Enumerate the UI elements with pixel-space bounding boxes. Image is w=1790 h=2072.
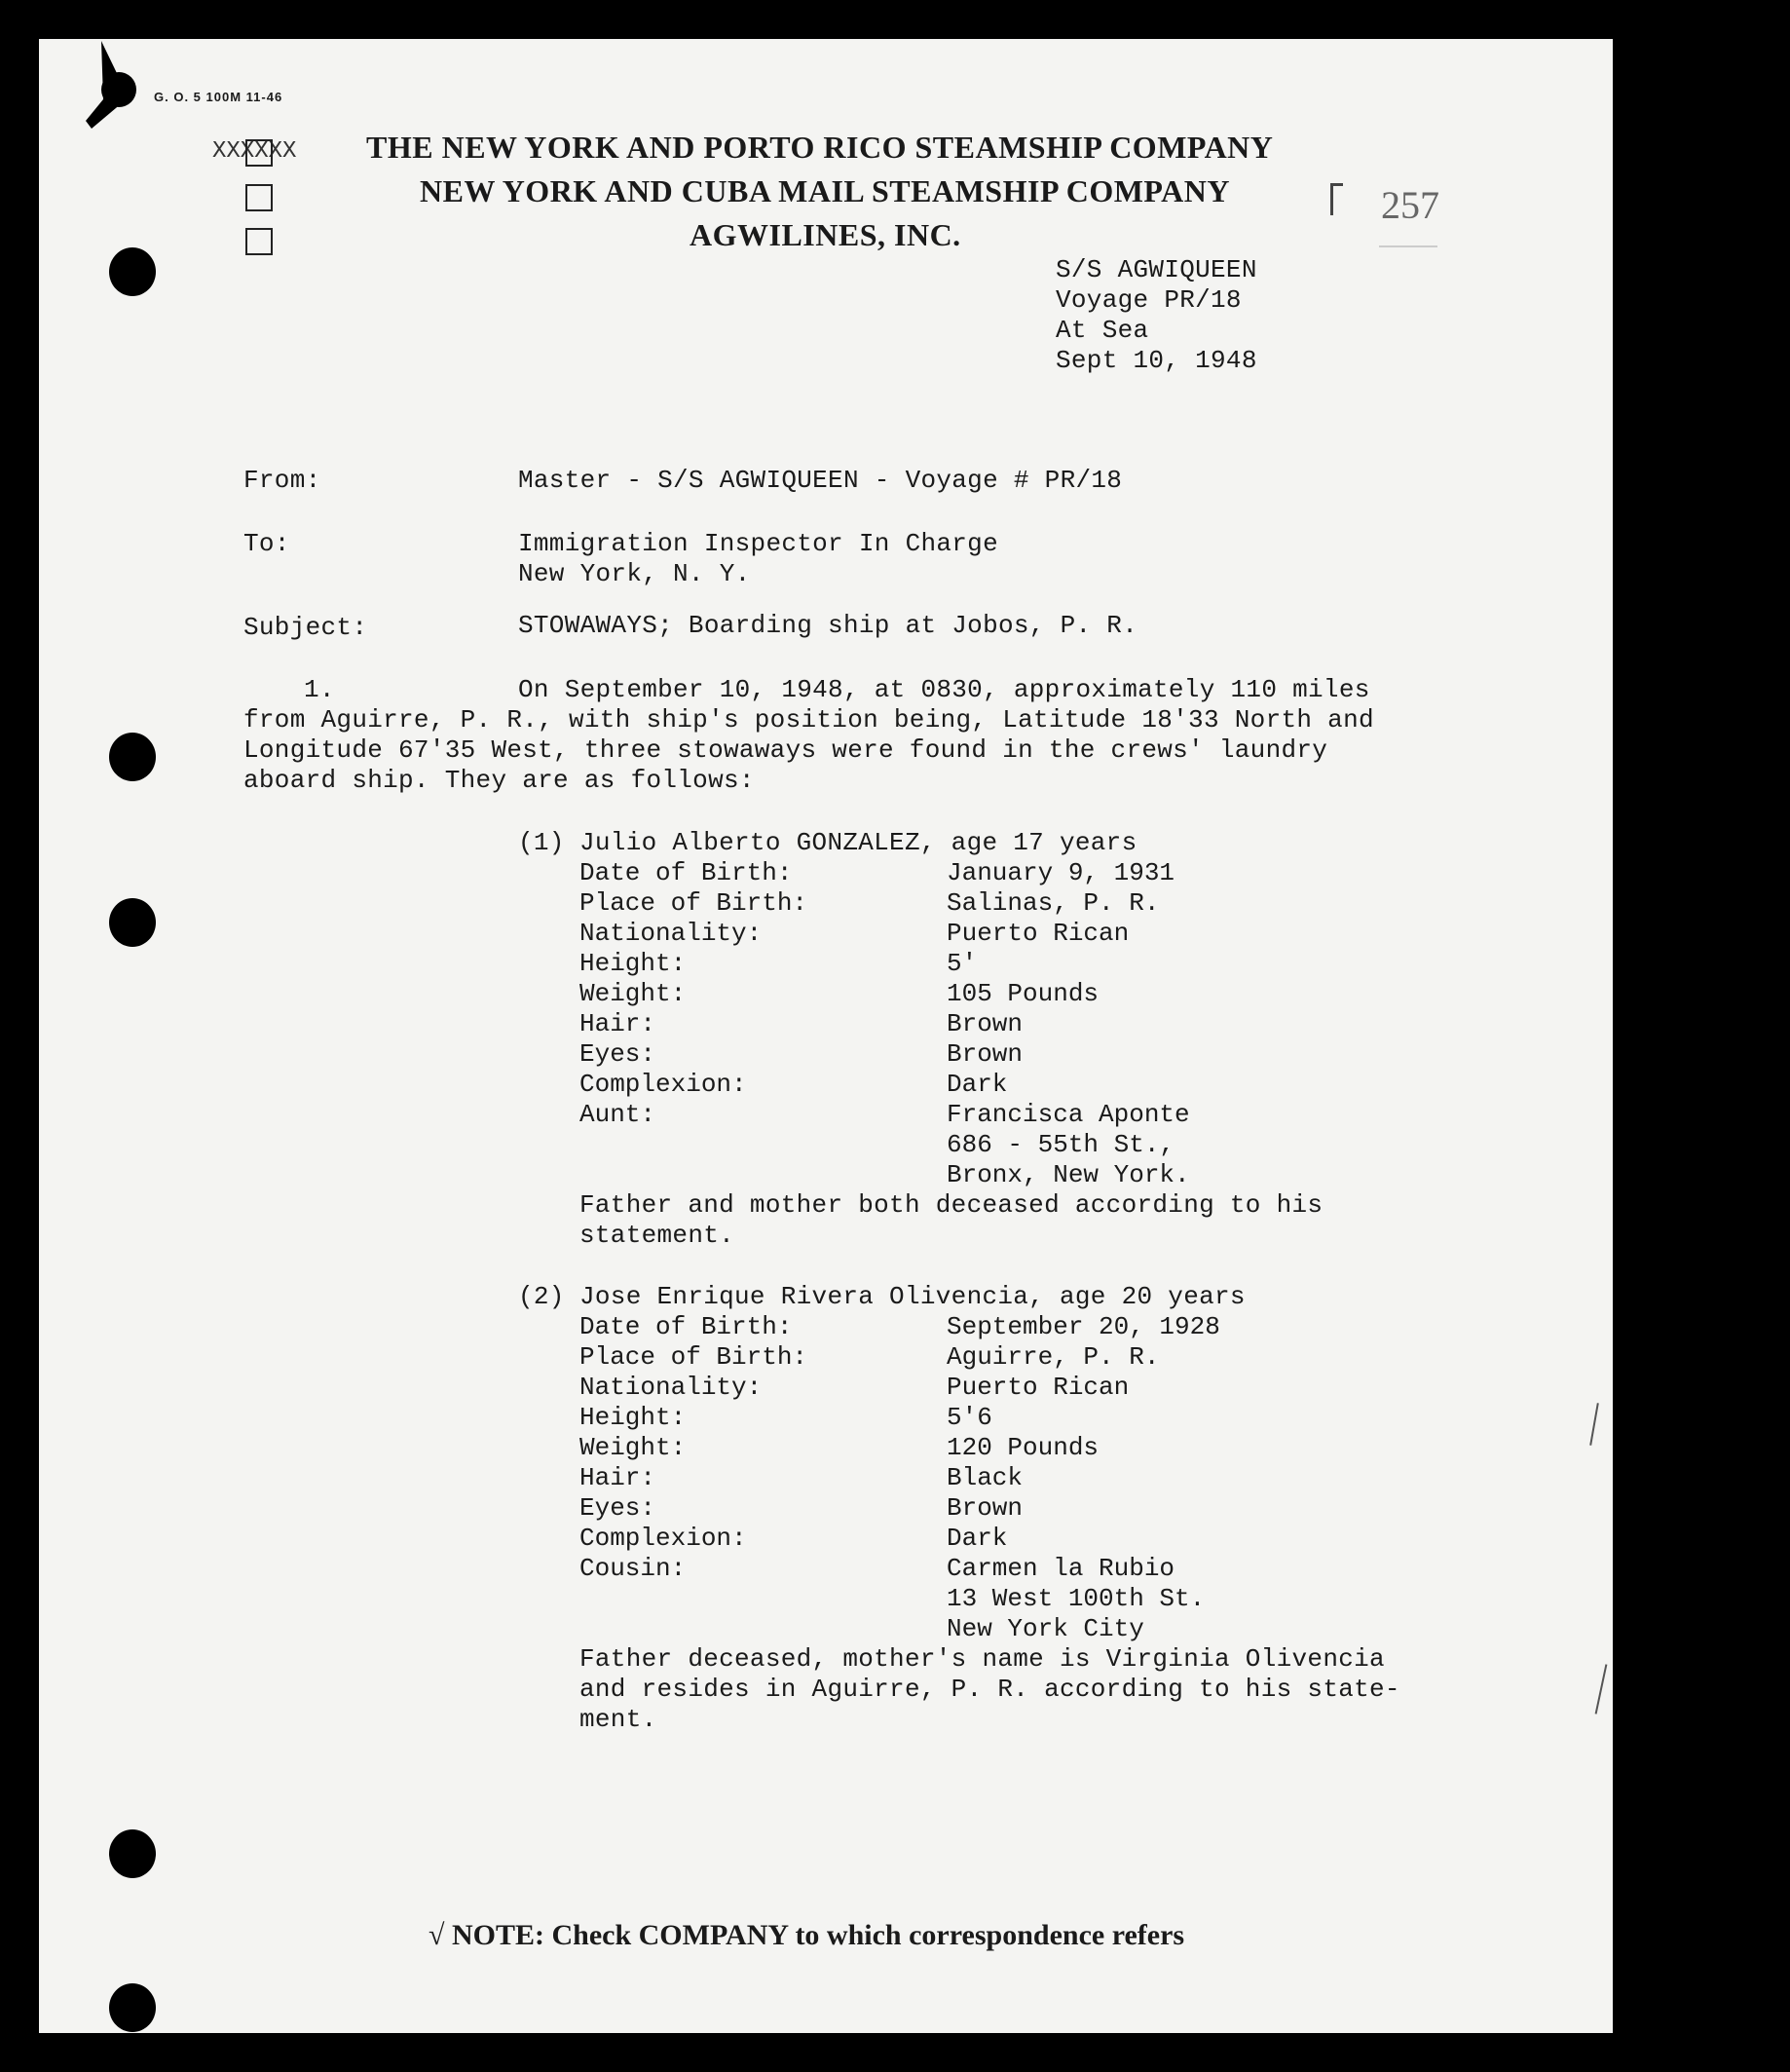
detail-label: Eyes:: [579, 1039, 656, 1069]
detail-value: Black: [947, 1463, 1024, 1492]
detail-value: January 9, 1931: [947, 858, 1175, 887]
paragraph-line: Longitude 67'35 West, three stowaways were found in the crews' laundry: [243, 735, 1328, 765]
detail-label: Height:: [579, 949, 687, 978]
punch-hole: [109, 1983, 156, 2032]
stowaway-note: ment.: [579, 1705, 657, 1734]
stamp-underline: [1379, 245, 1437, 247]
detail-value: 5'6: [947, 1403, 992, 1432]
punch-hole: [109, 733, 156, 781]
company-name-3: AGWILINES, INC.: [690, 217, 961, 252]
vessel-ship: S/S AGWIQUEEN: [1056, 255, 1257, 284]
stowaway-number: (2): [518, 1282, 565, 1311]
to-value-line2: New York, N. Y.: [518, 559, 751, 588]
detail-value: Puerto Rican: [947, 919, 1130, 948]
detail-label: Place of Birth:: [579, 1342, 808, 1372]
detail-value: September 20, 1928: [947, 1312, 1220, 1341]
detail-label: Place of Birth:: [579, 888, 808, 918]
detail-value: Bronx, New York.: [947, 1160, 1190, 1189]
company-name-2: NEW YORK AND CUBA MAIL STEAMSHIP COMPANY: [420, 173, 1230, 208]
from-value: Master - S/S AGWIQUEEN - Voyage # PR/18: [518, 466, 1123, 495]
corner-mark-icon: [72, 39, 150, 146]
detail-value: 686 - 55th St.,: [947, 1130, 1175, 1159]
subject-value: STOWAWAYS; Boarding ship at Jobos, P. R.: [518, 611, 1138, 640]
document-page: [39, 39, 1613, 2033]
stowaway-number: (1): [518, 828, 565, 857]
stowaway-note: Father and mother both deceased according to his: [579, 1190, 1324, 1220]
margin-mark: [1595, 1664, 1608, 1714]
stowaway-note: statement.: [579, 1221, 735, 1250]
detail-value: 13 West 100th St.: [947, 1584, 1206, 1613]
punch-hole: [109, 247, 156, 296]
detail-value: Brown: [947, 1039, 1024, 1069]
vessel-voyage: Voyage PR/18: [1056, 285, 1242, 315]
detail-label: Cousin:: [579, 1554, 687, 1583]
stamp-number: 257: [1381, 183, 1439, 227]
detail-value: Salinas, P. R.: [947, 888, 1160, 918]
paragraph-number: 1.: [304, 675, 335, 704]
stamp-bracket: [1330, 183, 1343, 215]
to-value-line1: Immigration Inspector In Charge: [518, 529, 998, 558]
detail-label: Hair:: [579, 1463, 656, 1492]
detail-value: Brown: [947, 1493, 1024, 1523]
detail-value: Carmen la Rubio: [947, 1554, 1175, 1583]
stowaway-heading: Julio Alberto GONZALEZ, age 17 years: [579, 828, 1137, 857]
vessel-date: Sept 10, 1948: [1056, 346, 1257, 375]
to-label: To:: [243, 529, 290, 558]
detail-label: Complexion:: [579, 1070, 747, 1099]
detail-value: 5': [947, 949, 978, 978]
detail-value: Puerto Rican: [947, 1373, 1130, 1402]
stowaway-heading: Jose Enrique Rivera Olivencia, age 20 years: [579, 1282, 1246, 1311]
detail-label: Date of Birth:: [579, 1312, 793, 1341]
detail-value: 105 Pounds: [947, 979, 1100, 1008]
footer-note-text: NOTE: Check COMPANY to which correspondence refers: [451, 1919, 1185, 1951]
detail-value: 120 Pounds: [947, 1433, 1100, 1462]
detail-label: Nationality:: [579, 919, 763, 948]
detail-value: Francisca Aponte: [947, 1100, 1190, 1129]
paragraph-line: On September 10, 1948, at 0830, approximately 110 miles: [518, 675, 1370, 704]
footer-note: [429, 1919, 1184, 1952]
detail-label: Aunt:: [579, 1100, 656, 1129]
checkbox-company-2[interactable]: [245, 184, 273, 211]
subject-label: Subject:: [243, 613, 368, 642]
from-label: From:: [243, 466, 321, 495]
paragraph-line: from Aguirre, P. R., with ship's position being, Latitude 18'33 North and: [243, 705, 1374, 735]
detail-label: Date of Birth:: [579, 858, 793, 887]
company-name-1: THE NEW YORK AND PORTO RICO STEAMSHIP COMPANY: [366, 130, 1274, 165]
detail-value: Aguirre, P. R.: [947, 1342, 1160, 1372]
detail-label: Hair:: [579, 1009, 656, 1038]
detail-value: New York City: [947, 1614, 1144, 1643]
form-code: G. O. 5 100M 11-46: [154, 90, 283, 104]
stowaway-note: and resides in Aguirre, P. R. according to his state-: [579, 1675, 1400, 1704]
stowaway-note: Father deceased, mother's name is Virginia Olivencia: [579, 1644, 1385, 1674]
checkbox-strikeout-marks: XXXXXX: [212, 138, 297, 165]
detail-label: Eyes:: [579, 1493, 656, 1523]
detail-value: Brown: [947, 1009, 1024, 1038]
checkbox-company-1[interactable]: [245, 139, 273, 167]
punch-hole: [109, 1829, 156, 1878]
vessel-location: At Sea: [1056, 316, 1149, 345]
detail-value: Dark: [947, 1524, 1008, 1553]
detail-label: Height:: [579, 1403, 687, 1432]
detail-value: Dark: [947, 1070, 1008, 1099]
detail-label: Weight:: [579, 979, 687, 1008]
paragraph-line: aboard ship. They are as follows:: [243, 766, 755, 795]
check-mark-icon: √: [429, 1919, 445, 1951]
margin-mark: [1589, 1403, 1599, 1446]
punch-hole: [109, 898, 156, 947]
detail-label: Nationality:: [579, 1373, 763, 1402]
detail-label: Weight:: [579, 1433, 687, 1462]
checkbox-company-3[interactable]: [245, 228, 273, 255]
detail-label: Complexion:: [579, 1524, 747, 1553]
